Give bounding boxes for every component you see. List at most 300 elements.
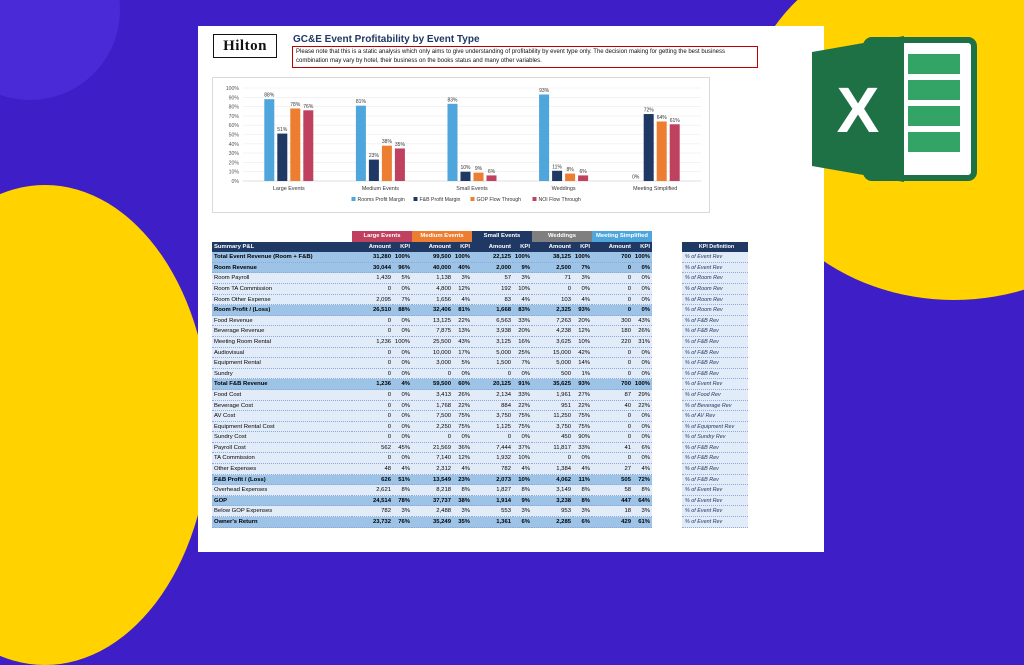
table-row [212, 411, 808, 422]
amount-cell: 37,737 [412, 496, 453, 507]
spacer [652, 496, 682, 507]
row-label: Food Cost [212, 390, 352, 401]
kpi-cell: 37% [513, 443, 532, 454]
kpi-cell: 7% [513, 358, 532, 369]
kpi-cell: 43% [633, 316, 652, 327]
row-label: F&B Profit / (Loss) [212, 475, 352, 486]
amount-cell: 7,263 [532, 316, 573, 327]
hilton-logo: Hilton [213, 34, 277, 58]
amount-cell: 429 [592, 517, 633, 528]
kpi-definition-cell: % of Equipment Rev [682, 422, 748, 433]
data-label: 51% [277, 127, 288, 134]
row-label: Payroll Cost [212, 443, 352, 454]
legend-label: F&B Profit Margin [419, 196, 461, 203]
kpi-cell: 0% [633, 263, 652, 274]
row-label: Other Expenses [212, 464, 352, 475]
bar [303, 110, 313, 181]
row-label: AV Cost [212, 411, 352, 422]
amount-cell: 3,000 [412, 358, 453, 369]
bar [552, 171, 562, 181]
table-row [212, 485, 808, 496]
spacer [212, 231, 352, 242]
kpi-definition-cell: % of AV Rev [682, 411, 748, 422]
spacer [652, 464, 682, 475]
kpi-cell: 16% [513, 337, 532, 348]
kpi-cell: 100% [633, 252, 652, 263]
table-row [212, 358, 808, 369]
kpi-cell: 26% [453, 390, 472, 401]
data-label: 38% [381, 139, 392, 146]
kpi-cell: 22% [513, 401, 532, 412]
kpi-cell: 7% [573, 263, 592, 274]
kpi-cell: 0% [633, 305, 652, 316]
kpi-cell: 14% [573, 358, 592, 369]
data-label: 81% [355, 99, 366, 106]
bar [644, 114, 654, 181]
kpi-cell: 3% [513, 273, 532, 284]
amount-cell: 59,500 [412, 379, 453, 390]
kpi-cell: 75% [573, 422, 592, 433]
amount-cell: 0 [592, 453, 633, 464]
amount-cell: 0 [592, 369, 633, 380]
y-tick-label: 60% [228, 123, 239, 130]
kpi-definition-cell: % of Room Rev [682, 305, 748, 316]
row-label: Total Event Revenue (Room + F&B) [212, 252, 352, 263]
amount-cell: 32,406 [412, 305, 453, 316]
amount-cell: 23,732 [352, 517, 393, 528]
table-row [212, 453, 808, 464]
amount-cell: 58 [592, 485, 633, 496]
amount-cell: 0 [592, 263, 633, 274]
spacer [652, 379, 682, 390]
amount-cell: 0 [592, 432, 633, 443]
data-label: 0% [632, 174, 640, 181]
data-label: 9% [474, 166, 483, 173]
amount-cell: 24,514 [352, 496, 393, 507]
legend-swatch [414, 197, 418, 201]
table-row [212, 379, 808, 390]
amount-cell: 0 [352, 358, 393, 369]
kpi-header: KPI [573, 242, 592, 253]
kpi-definition-cell: % of F&B Rev [682, 358, 748, 369]
amount-cell: 6,563 [472, 316, 513, 327]
amount-cell: 4,238 [532, 326, 573, 337]
kpi-cell: 0% [453, 432, 472, 443]
kpi-cell: 3% [393, 506, 412, 517]
spacer [652, 475, 682, 486]
kpi-definition-cell: % of F&B Rev [682, 337, 748, 348]
amount-cell: 30,044 [352, 263, 393, 274]
category-header: Medium Events [412, 231, 472, 242]
amount-cell: 20,125 [472, 379, 513, 390]
amount-cell: 57 [472, 273, 513, 284]
bar [356, 106, 366, 181]
amount-cell: 1,125 [472, 422, 513, 433]
kpi-cell: 25% [513, 348, 532, 359]
row-label: GOP [212, 496, 352, 507]
summary-pl-table [212, 231, 808, 528]
spreadsheet-page [198, 26, 824, 552]
amount-cell: 5,000 [472, 348, 513, 359]
row-label: Room Payroll [212, 273, 352, 284]
kpi-cell: 4% [453, 295, 472, 306]
data-label: 78% [290, 101, 301, 108]
amount-cell: 38,125 [532, 252, 573, 263]
spacer [652, 401, 682, 412]
table-row [212, 263, 808, 274]
kpi-cell: 0% [453, 369, 472, 380]
kpi-cell: 0% [393, 284, 412, 295]
kpi-cell: 31% [633, 337, 652, 348]
kpi-cell: 12% [573, 326, 592, 337]
amount-cell: 0 [352, 284, 393, 295]
row-label: Overhead Expenses [212, 485, 352, 496]
kpi-cell: 10% [513, 475, 532, 486]
table-row [212, 326, 808, 337]
table-row [212, 305, 808, 316]
kpi-cell: 100% [633, 379, 652, 390]
amount-cell: 0 [472, 432, 513, 443]
amount-cell: 3,125 [472, 337, 513, 348]
kpi-cell: 4% [393, 379, 412, 390]
amount-cell: 1,384 [532, 464, 573, 475]
legend-swatch [471, 197, 475, 201]
kpi-cell: 40% [453, 263, 472, 274]
amount-cell: 300 [592, 316, 633, 327]
kpi-definition-cell: % of Event Rev [682, 517, 748, 528]
amount-cell: 35,625 [532, 379, 573, 390]
row-label: Sundry Cost [212, 432, 352, 443]
table-row [212, 464, 808, 475]
amount-cell: 71 [532, 273, 573, 284]
spacer [682, 231, 748, 242]
amount-cell: 0 [592, 273, 633, 284]
kpi-cell: 8% [573, 496, 592, 507]
amount-cell: 0 [352, 422, 393, 433]
amount-cell: 35,249 [412, 517, 453, 528]
data-label: 23% [368, 153, 379, 160]
amount-cell: 48 [352, 464, 393, 475]
amount-cell: 40 [592, 401, 633, 412]
row-label: Meeting Room Rental [212, 337, 352, 348]
kpi-definition-cell: % of F&B Rev [682, 443, 748, 454]
spacer [652, 242, 682, 253]
table-row [212, 390, 808, 401]
kpi-definition-cell: % of Beverage Rev [682, 401, 748, 412]
amount-cell: 11,250 [532, 411, 573, 422]
kpi-cell: 0% [393, 358, 412, 369]
amount-cell: 884 [472, 401, 513, 412]
amount-cell: 2,000 [472, 263, 513, 274]
amount-cell: 192 [472, 284, 513, 295]
amount-cell: 2,500 [532, 263, 573, 274]
kpi-cell: 0% [633, 422, 652, 433]
data-label: 6% [487, 168, 496, 175]
kpi-header: KPI [513, 242, 532, 253]
category-header-row [212, 231, 808, 242]
amount-cell: 700 [592, 379, 633, 390]
kpi-definition-cell: % of Room Rev [682, 273, 748, 284]
amount-cell: 500 [532, 369, 573, 380]
amount-cell: 3,938 [472, 326, 513, 337]
kpi-cell: 6% [513, 517, 532, 528]
kpi-definition-cell: % of Event Rev [682, 263, 748, 274]
amount-cell: 2,073 [472, 475, 513, 486]
amount-cell: 25,500 [412, 337, 453, 348]
amount-cell: 0 [352, 401, 393, 412]
category-header: Meeting Simplified [592, 231, 652, 242]
amount-cell: 87 [592, 390, 633, 401]
kpi-header: KPI [393, 242, 412, 253]
amount-cell: 1,961 [532, 390, 573, 401]
table-row [212, 337, 808, 348]
amount-cell: 1,932 [472, 453, 513, 464]
kpi-definition-cell: % of F&B Rev [682, 453, 748, 464]
data-label: 6% [579, 168, 587, 175]
kpi-cell: 0% [633, 295, 652, 306]
y-tick-label: 30% [228, 151, 239, 158]
kpi-cell: 75% [573, 411, 592, 422]
data-label: 10% [460, 165, 471, 172]
amount-cell: 0 [352, 432, 393, 443]
data-label: 35% [394, 141, 405, 148]
kpi-cell: 75% [453, 411, 472, 422]
table-row [212, 443, 808, 454]
amount-cell: 782 [352, 506, 393, 517]
kpi-cell: 8% [633, 485, 652, 496]
kpi-definition-cell: % of Event Rev [682, 506, 748, 517]
legend-swatch [352, 197, 356, 201]
row-label: TA Commission [212, 453, 352, 464]
amount-cell: 1,236 [352, 337, 393, 348]
kpi-cell: 91% [513, 379, 532, 390]
amount-cell: 447 [592, 496, 633, 507]
kpi-cell: 10% [513, 284, 532, 295]
row-label: Room Other Expense [212, 295, 352, 306]
kpi-cell: 36% [453, 443, 472, 454]
kpi-cell: 96% [393, 263, 412, 274]
kpi-cell: 6% [573, 517, 592, 528]
kpi-cell: 0% [513, 369, 532, 380]
amount-cell: 3,625 [532, 337, 573, 348]
category-header: Large Events [352, 231, 412, 242]
table-row [212, 517, 808, 528]
x-tick-label: Meeting Simplified [633, 186, 678, 192]
row-label: Audiovisual [212, 348, 352, 359]
amount-cell: 22,125 [472, 252, 513, 263]
amount-cell: 782 [472, 464, 513, 475]
row-label: Room Revenue [212, 263, 352, 274]
amount-header: Amount [532, 242, 573, 253]
spacer [652, 231, 682, 242]
svg-text:X: X [836, 74, 880, 146]
amount-cell: 7,875 [412, 326, 453, 337]
amount-cell: 3,149 [532, 485, 573, 496]
kpi-definition-cell: % of Sundry Rev [682, 432, 748, 443]
kpi-cell: 93% [573, 305, 592, 316]
kpi-cell: 0% [393, 369, 412, 380]
amount-cell: 41 [592, 443, 633, 454]
kpi-cell: 3% [453, 506, 472, 517]
amount-cell: 180 [592, 326, 633, 337]
kpi-cell: 8% [573, 485, 592, 496]
amount-cell: 26,510 [352, 305, 393, 316]
amount-cell: 1,914 [472, 496, 513, 507]
kpi-cell: 0% [633, 358, 652, 369]
background-shape [0, 185, 210, 665]
column-header-row [212, 242, 808, 253]
table-row [212, 316, 808, 327]
profitability-chart [212, 77, 710, 213]
kpi-cell: 76% [393, 517, 412, 528]
x-tick-label: Weddings [551, 186, 576, 192]
kpi-cell: 43% [453, 337, 472, 348]
amount-header: Amount [472, 242, 513, 253]
legend-swatch [533, 197, 537, 201]
category-header: Weddings [532, 231, 592, 242]
amount-cell: 7,500 [412, 411, 453, 422]
amount-cell: 2,325 [532, 305, 573, 316]
data-label: 93% [539, 88, 550, 95]
legend-label: NOI Flow Through [538, 196, 581, 203]
data-label: 8% [566, 167, 574, 174]
amount-cell: 0 [592, 358, 633, 369]
kpi-definition-cell: % of Event Rev [682, 485, 748, 496]
kpi-cell: 3% [573, 506, 592, 517]
amount-cell: 0 [592, 305, 633, 316]
amount-cell: 0 [352, 316, 393, 327]
chart-canvas [213, 78, 709, 212]
kpi-cell: 4% [453, 464, 472, 475]
kpi-cell: 29% [633, 390, 652, 401]
kpi-cell: 72% [633, 475, 652, 486]
kpi-cell: 7% [393, 295, 412, 306]
spacer [652, 273, 682, 284]
kpi-cell: 12% [453, 453, 472, 464]
amount-cell: 21,569 [412, 443, 453, 454]
data-label: 11% [552, 164, 562, 171]
bar [539, 95, 549, 181]
amount-cell: 220 [592, 337, 633, 348]
kpi-cell: 33% [513, 316, 532, 327]
kpi-cell: 90% [573, 432, 592, 443]
kpi-cell: 78% [393, 496, 412, 507]
kpi-cell: 20% [573, 316, 592, 327]
spacer [652, 453, 682, 464]
bar [395, 148, 405, 181]
kpi-cell: 3% [453, 273, 472, 284]
kpi-cell: 0% [633, 453, 652, 464]
bar [487, 175, 497, 181]
amount-cell: 1,138 [412, 273, 453, 284]
spacer [652, 517, 682, 528]
kpi-cell: 6% [633, 443, 652, 454]
table-row [212, 252, 808, 263]
spacer [652, 337, 682, 348]
kpi-cell: 22% [633, 401, 652, 412]
amount-cell: 8,218 [412, 485, 453, 496]
kpi-cell: 1% [573, 369, 592, 380]
kpi-cell: 100% [393, 337, 412, 348]
kpi-cell: 22% [453, 316, 472, 327]
kpi-cell: 35% [453, 517, 472, 528]
table-row [212, 369, 808, 380]
kpi-cell: 22% [453, 401, 472, 412]
kpi-cell: 64% [633, 496, 652, 507]
bar [369, 160, 379, 181]
amount-cell: 0 [592, 284, 633, 295]
kpi-header: KPI [633, 242, 652, 253]
kpi-header: KPI [453, 242, 472, 253]
amount-cell: 1,656 [412, 295, 453, 306]
kpi-cell: 60% [453, 379, 472, 390]
kpi-cell: 9% [513, 496, 532, 507]
kpi-cell: 45% [393, 443, 412, 454]
amount-cell: 2,095 [352, 295, 393, 306]
table-row [212, 496, 808, 507]
kpi-cell: 75% [513, 411, 532, 422]
kpi-cell: 0% [393, 422, 412, 433]
kpi-cell: 10% [513, 453, 532, 464]
table-row [212, 422, 808, 433]
bar [448, 104, 458, 181]
kpi-cell: 0% [633, 432, 652, 443]
data-label: 61% [669, 117, 680, 124]
table-row [212, 506, 808, 517]
page-title: GC&E Event Profitability by Event Type [293, 34, 480, 45]
spacer [652, 263, 682, 274]
amount-cell: 31,280 [352, 252, 393, 263]
amount-cell: 0 [592, 411, 633, 422]
kpi-cell: 8% [393, 485, 412, 496]
kpi-cell: 0% [633, 369, 652, 380]
amount-cell: 2,250 [412, 422, 453, 433]
amount-header: Amount [592, 242, 633, 253]
category-header: Small Events [472, 231, 532, 242]
amount-cell: 27 [592, 464, 633, 475]
row-label: Total F&B Revenue [212, 379, 352, 390]
kpi-cell: 100% [393, 252, 412, 263]
kpi-cell: 75% [513, 422, 532, 433]
kpi-cell: 83% [513, 305, 532, 316]
amount-cell: 5,000 [532, 358, 573, 369]
kpi-cell: 0% [393, 432, 412, 443]
spacer [652, 252, 682, 263]
amount-cell: 40,000 [412, 263, 453, 274]
kpi-cell: 0% [573, 453, 592, 464]
amount-header: Amount [352, 242, 393, 253]
table-row [212, 295, 808, 306]
row-label: Beverage Cost [212, 401, 352, 412]
amount-cell: 0 [472, 369, 513, 380]
amount-cell: 99,500 [412, 252, 453, 263]
amount-cell: 0 [352, 411, 393, 422]
kpi-cell: 13% [453, 326, 472, 337]
excel-icon [808, 30, 978, 190]
y-tick-label: 0% [231, 179, 239, 185]
spacer [652, 432, 682, 443]
kpi-cell: 11% [573, 475, 592, 486]
amount-cell: 83 [472, 295, 513, 306]
amount-cell: 2,134 [472, 390, 513, 401]
amount-cell: 13,549 [412, 475, 453, 486]
amount-cell: 626 [352, 475, 393, 486]
amount-cell: 450 [532, 432, 573, 443]
y-tick-label: 50% [228, 132, 239, 139]
row-label: Below GOP Expenses [212, 506, 352, 517]
spacer [652, 358, 682, 369]
amount-cell: 505 [592, 475, 633, 486]
